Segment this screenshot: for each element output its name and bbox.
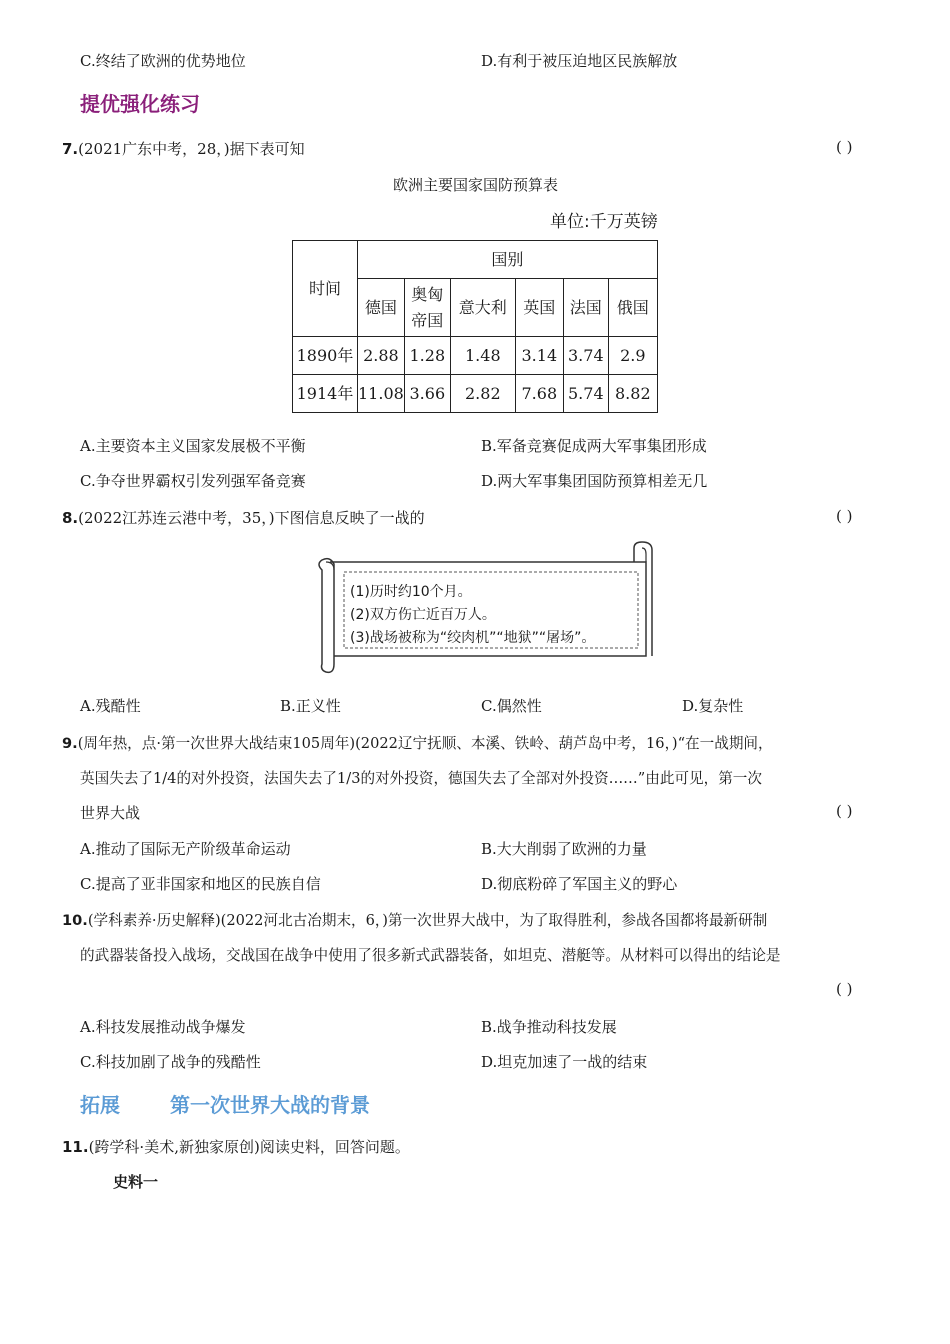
scroll-line-1: (1)历时约10个月。 <box>350 584 472 600</box>
question-9-line-1 <box>62 732 773 753</box>
answer-paren-8[interactable]: ( ) <box>836 507 853 525</box>
section-title-background: 第一次世界大战的背景 <box>170 1093 370 1117</box>
question-10-line-2: 的武器装备投入战场，交战国在战争中使用了很多新式武器装备，如坦克、潜艇等。从材料可以得出的结论是 <box>80 947 781 964</box>
table-cell: 1.48 <box>450 337 515 375</box>
question-10-line-1 <box>62 909 767 930</box>
option-c-prev: C.终结了欧洲的优势地位 <box>80 52 246 70</box>
option-c-q10: C.科技加剧了战争的残酷性 <box>80 1053 261 1071</box>
country-france: 法国 <box>563 279 608 337</box>
answer-paren-9[interactable]: ( ) <box>836 802 853 820</box>
option-d-q8: D.复杂性 <box>682 697 744 715</box>
option-a-q9: A.推动了国际无产阶级革命运动 <box>80 840 291 858</box>
table-cell: 2.9 <box>608 337 657 375</box>
row-year: 1914年 <box>293 375 358 413</box>
question-text: (2022江苏连云港中考，35，)下图信息反映了一战的 <box>78 509 425 527</box>
question-text: (周年热，点·第一次世界大战结束105周年)(2022辽宁抚顺、本溪、铁岭、葫芦岛中考，16，)“在一战期间， <box>77 735 773 752</box>
section-label-extension: 拓展 <box>80 1093 120 1117</box>
option-c-q7: C.争夺世界霸权引发列强军备竞赛 <box>80 472 306 490</box>
question-number: 11. <box>62 1138 89 1156</box>
option-c-q8: C.偶然性 <box>481 697 542 715</box>
table-cell: 8.82 <box>608 375 657 413</box>
table-cell: 1.28 <box>404 337 450 375</box>
option-d-prev: D.有利于被压迫地区民族解放 <box>481 52 678 70</box>
header-country: 国别 <box>358 241 658 279</box>
option-b-q8: B.正义性 <box>280 697 341 715</box>
question-text: (跨学科·美术,新独家原创)阅读史料，回答问题。 <box>88 1138 410 1156</box>
answer-paren-7[interactable]: ( ) <box>836 138 853 156</box>
table-row <box>293 337 658 375</box>
option-d-q9: D.彻底粉碎了军国主义的野心 <box>481 875 678 893</box>
table-row <box>293 375 658 413</box>
question-8-stem <box>62 507 425 528</box>
question-number: 10. <box>62 912 88 929</box>
question-text: (2021广东中考，28，)据下表可知 <box>78 140 305 158</box>
option-b-q10: B.战争推动科技发展 <box>481 1018 617 1036</box>
country-austria-hungary-label: 奥匈帝国 <box>411 284 444 330</box>
scroll-line-2: (2)双方伤亡近百万人。 <box>350 607 496 623</box>
question-number: 8. <box>62 509 79 527</box>
table-cell: 11.08 <box>358 375 405 413</box>
question-9-line-2: 英国失去了1/4的对外投资，法国失去了1/3的对外投资，德国失去了全部对外投资……”由此可见，第一次 <box>80 770 762 787</box>
country-uk: 英国 <box>515 279 563 337</box>
answer-paren-10[interactable]: ( ) <box>836 980 853 998</box>
scroll-line-3: (3)战场被称为“绞肉机”“地狱”“屠场”。 <box>350 630 596 646</box>
option-d-q10: D.坦克加速了一战的结束 <box>481 1053 648 1071</box>
question-text: (学科素养·历史解释)(2022河北古冶期末，6，)第一次世界大战中，为了取得胜利，参战各国都将最新研制 <box>87 912 768 929</box>
table-cell: 3.14 <box>515 337 563 375</box>
country-russia: 俄国 <box>608 279 657 337</box>
table-cell: 2.82 <box>450 375 515 413</box>
table-cell: 2.88 <box>358 337 405 375</box>
table-cell: 3.66 <box>404 375 450 413</box>
option-b-q7: B.军备竞赛促成两大军事集团形成 <box>481 437 707 455</box>
question-9-line-3: 世界大战 <box>80 804 141 822</box>
option-a-q10: A.科技发展推动战争爆发 <box>80 1018 246 1036</box>
table-cell: 3.74 <box>563 337 608 375</box>
country-austria-hungary <box>404 279 450 337</box>
question-11-stem <box>62 1136 410 1157</box>
table-cell: 7.68 <box>515 375 563 413</box>
question-number: 7. <box>62 140 79 158</box>
table-cell: 5.74 <box>563 375 608 413</box>
country-italy: 意大利 <box>450 279 515 337</box>
source-label-1: 史料一 <box>113 1173 159 1191</box>
question-number: 9. <box>62 735 78 752</box>
country-germany: 德国 <box>358 279 405 337</box>
table-title: 欧洲主要国家国防预算表 <box>393 176 559 194</box>
option-c-q9: C.提高了亚非国家和地区的民族自信 <box>80 875 321 893</box>
option-a-q7: A.主要资本主义国家发展极不平衡 <box>80 437 306 455</box>
header-time: 时间 <box>293 241 358 337</box>
row-year: 1890年 <box>293 337 358 375</box>
option-d-q7: D.两大军事集团国防预算相差无几 <box>481 472 708 490</box>
question-7-stem <box>62 138 305 159</box>
option-a-q8: A.残酷性 <box>80 697 141 715</box>
table-unit: 单位:千万英镑 <box>550 212 658 232</box>
budget-table <box>292 240 658 413</box>
section-title-practice: 提优强化练习 <box>80 92 200 116</box>
option-b-q9: B.大大削弱了欧洲的力量 <box>481 840 647 858</box>
